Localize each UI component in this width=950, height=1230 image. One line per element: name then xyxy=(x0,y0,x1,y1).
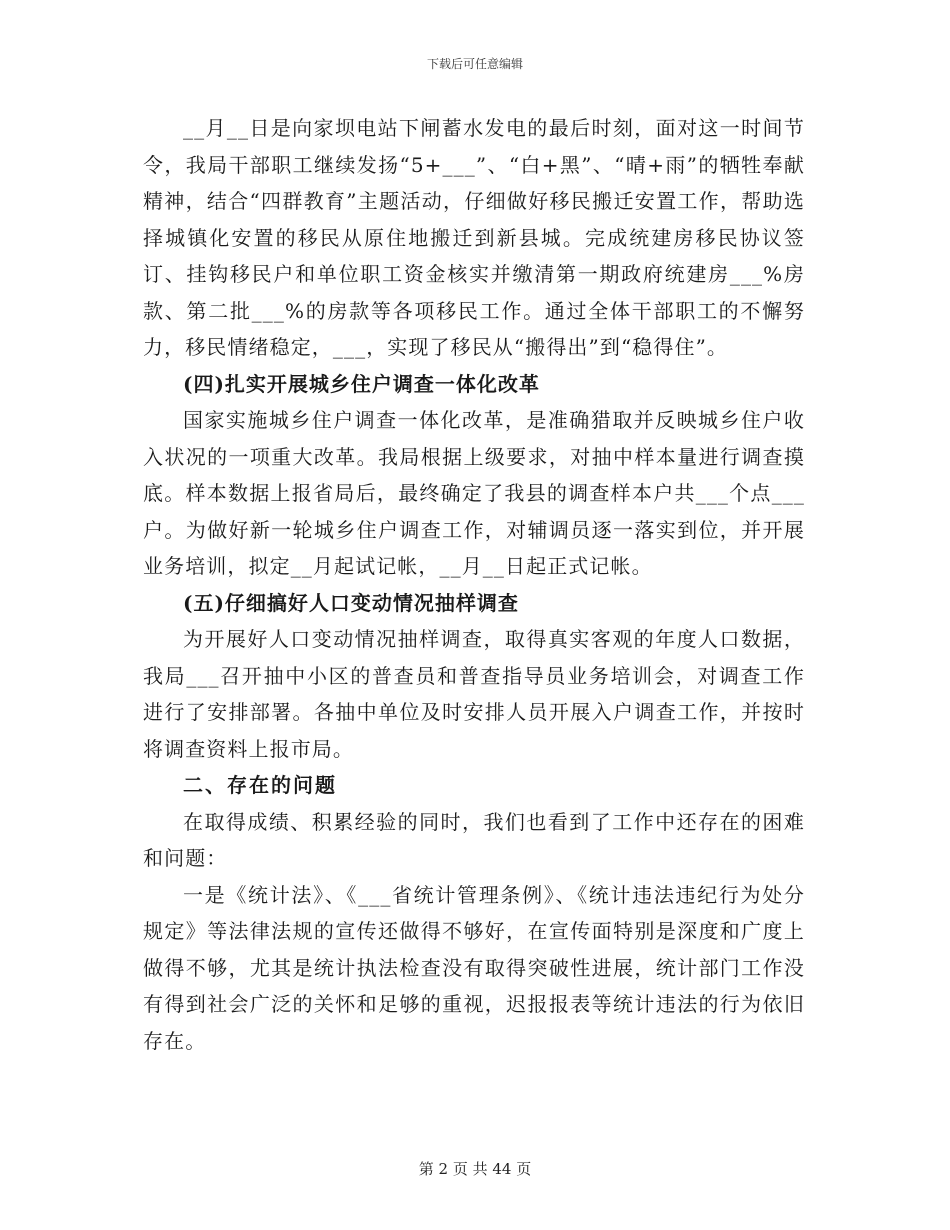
section-heading-problems: 二、存在的问题 xyxy=(183,773,337,797)
paragraph-population-survey: 为开展好人口变动情况抽样调查，取得真实客观的年度人口数据，我局___召开抽中小区的普查员和普查指导员业务培训会，对调查工作进行了安排部署。各抽中单位及时安排人员开展入户调查工作，并按时将调查资料上报市局。 xyxy=(143,627,805,761)
paragraph-household-survey: 国家实施城乡住户调查一体化改革，是准确猎取并反映城乡住户收入状况的一项重大改革。我局根据上级要求，对抽中样本量进行调查摸底。样本数据上报省局后，最终确定了我县的调查样本户共___个点___户。为做好新一轮城乡住户调查工作，对辅调员逐一落实到位，并开展业务培训，拟定__月起试记帐，__月__日起正式记帐。 xyxy=(143,408,805,578)
paragraph-problem-1: 一是《统计法》、《___省统计管理条例》、《统计违法违纪行为处分规定》等法律法规的宣传还做得不够好，在宣传面特别是深度和广度上做得不够，尤其是统计执法检查没有取得突破性进展，统计部门工作没有得到社会广泛的关怀和足够的重视，迟报报表等统计违法的行为依旧存在。 xyxy=(143,882,805,1053)
page-header: 下载后可任意编辑 xyxy=(426,57,523,71)
document-body xyxy=(143,110,805,1059)
section-heading-4: (四)扎实开展城乡住户调查一体化改革 xyxy=(183,371,540,396)
page-number: 第 2 页 共 44 页 xyxy=(418,1160,532,1178)
section-heading-5: (五)仔细搞好人口变动情况抽样调查 xyxy=(183,590,519,615)
paragraph-problems-intro: 在取得成绩、积累经验的同时，我们也看到了工作中还存在的困难和问题： xyxy=(143,809,805,870)
paragraph-relocation: __月__日是向家坝电站下闸蓄水发电的最后时刻，面对这一时间节令，我局干部职工继续发扬“5+___”、“白+黑”、“晴+雨”的牺牲奉献精神，结合“四群教育”主题活动，仔细做好移民搬迁安置工作，帮助选择城镇化安置的移民从原住地搬迁到新县城。完成统建房移民协议签订、挂钩移民户和单位职工资金核实并缴清第一期政府统建房___%房款、第二批___%的房款等各项移民工作。通过全体干部职工的不懈努力，移民情绪稳定，___，实现了移民从“搬得出”到“稳得住”。 xyxy=(143,116,805,359)
